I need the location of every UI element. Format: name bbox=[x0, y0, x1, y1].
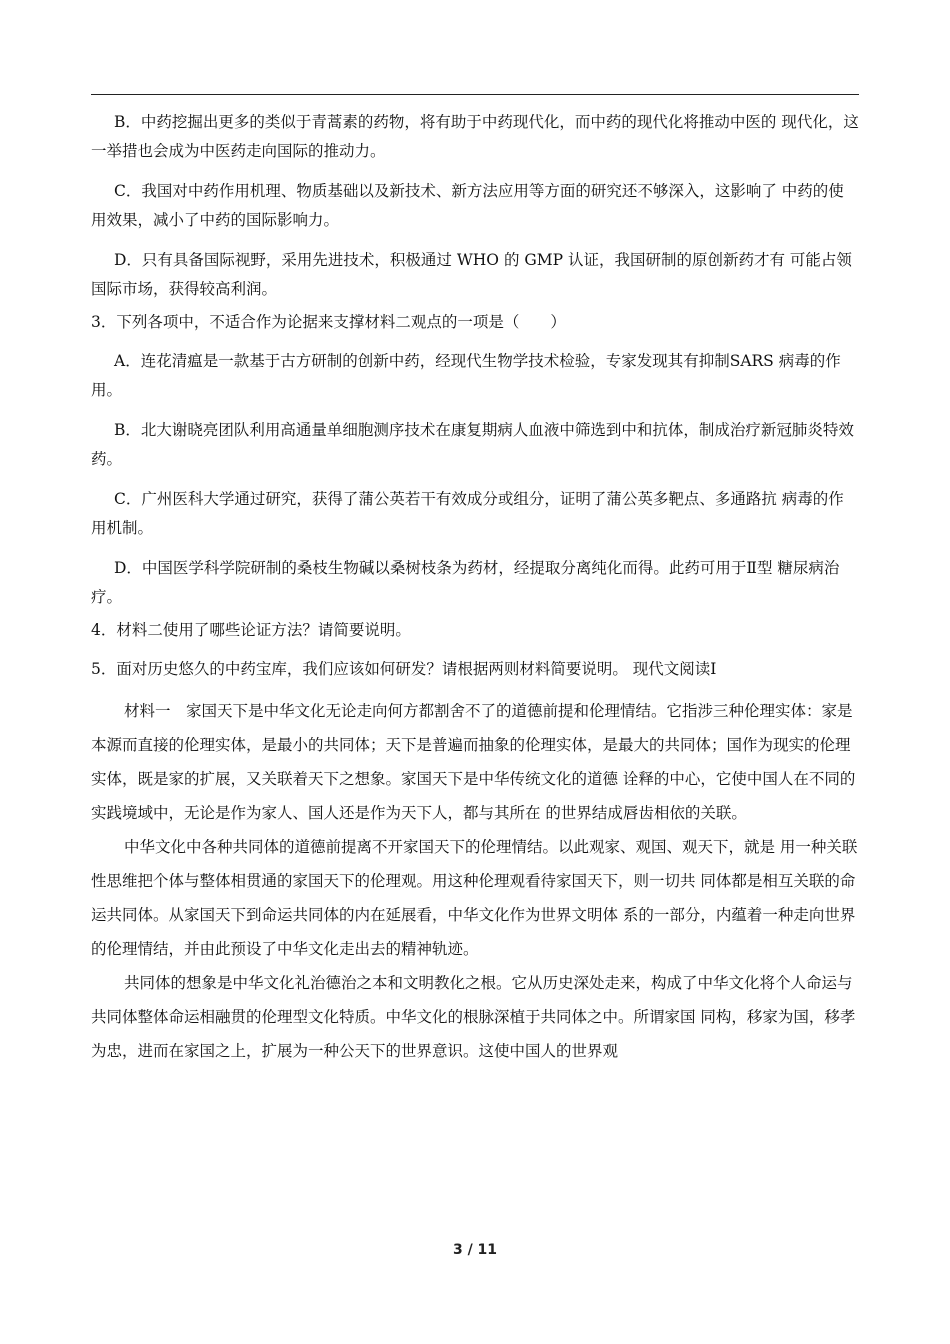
q2-option-d: D．只有具备国际视野，采用先进技术，积极通过 WHO 的 GMP 认证，我国研制的原创新药才有 可能占领国际市场，获得较高利润。 bbox=[91, 251, 852, 298]
q3-stem: 3．下列各项中，不适合作为论据来支撑材料二观点的一项是（ ） bbox=[91, 313, 566, 331]
header-rule bbox=[91, 94, 859, 95]
passage-paragraph-2: 中华文化中各种共同体的道德前提离不开家国天下的伦理情结。以此观家、观国、观天下，就是 用一种关联性思维把个体与整体相贯通的家国天下的伦理观。用这种伦理观看待家国天下，则一切共 同体都是相互关联的命运共同体。从家国天下到命运共同体的内在延展看，中华文化作为世界文明体 系的一部分，内蕴着一种走向世界的伦理情结，并由此预设了中华文化走出去的精神轨迹。 bbox=[91, 838, 858, 958]
q3-option-c: C．广州医科大学通过研究，获得了蒲公英若干有效成分或组分，证明了蒲公英多靶点、多通路抗 病毒的作用机制。 bbox=[91, 490, 844, 537]
passage-paragraph-1: 材料一 家国天下是中华文化无论走向何方都割舍不了的道德前提和伦理情结。它指涉三种伦理实体：家是本源而直接的伦理实体，是最小的共同体；天下是普遍而抽象的伦理实体，是最大的共同体；国作为现实的伦理实体，既是家的扩展，又关联着天下之想象。家国天下是中华传统文化的道德 诠释的中心，它使中国人在不同的实践境域中，无论是作为家人、国人还是作为天下人，都与其所在 的世界结成唇齿相依的关联。 bbox=[91, 702, 856, 822]
passage-paragraph-3: 共同体的想象是中华文化礼治德治之本和文明教化之根。它从历史深处走来，构成了中华文化将个人命运与共同体整体命运相融贯的伦理型文化特质。中华文化的根脉深植于共同体之中。所谓家国 同构，移家为国，移孝为忠，进而在家国之上，扩展为一种公天下的世界意识。这使中国人的世界观 bbox=[91, 974, 856, 1060]
page-number: 3 / 11 bbox=[452, 1242, 498, 1258]
q3-option-d: D．中国医学科学院研制的桑枝生物碱以桑树枝条为药材，经提取分离纯化而得。此药可用于Ⅱ型 糖尿病治疗。 bbox=[91, 559, 840, 606]
q5-stem: 5．面对历史悠久的中药宝库，我们应该如何研发？请根据两则材料简要说明。 现代文阅读Ⅰ bbox=[91, 660, 717, 678]
page-body bbox=[91, 108, 859, 1068]
q3-option-a: A．连花清瘟是一款基于古方研制的创新中药，经现代生物学技术检验，专家发现其有抑制SARS 病毒的作用。 bbox=[91, 352, 841, 399]
q4-stem: 4．材料二使用了哪些论证方法？请简要说明。 bbox=[91, 621, 411, 639]
q3-option-b: B．北大谢晓亮团队利用高通量单细胞测序技术在康复期病人血液中筛选到中和抗体，制成治疗新冠肺炎特效药。 bbox=[91, 421, 854, 468]
q2-option-c: C．我国对中药作用机理、物质基础以及新技术、新方法应用等方面的研究还不够深入，这影响了 中药的使用效果，减小了中药的国际影响力。 bbox=[91, 182, 844, 229]
q2-option-b: B．中药挖掘出更多的类似于青蒿素的药物，将有助于中药现代化，而中药的现代化将推动中医的 现代化，这一举措也会成为中医药走向国际的推动力。 bbox=[91, 113, 859, 160]
